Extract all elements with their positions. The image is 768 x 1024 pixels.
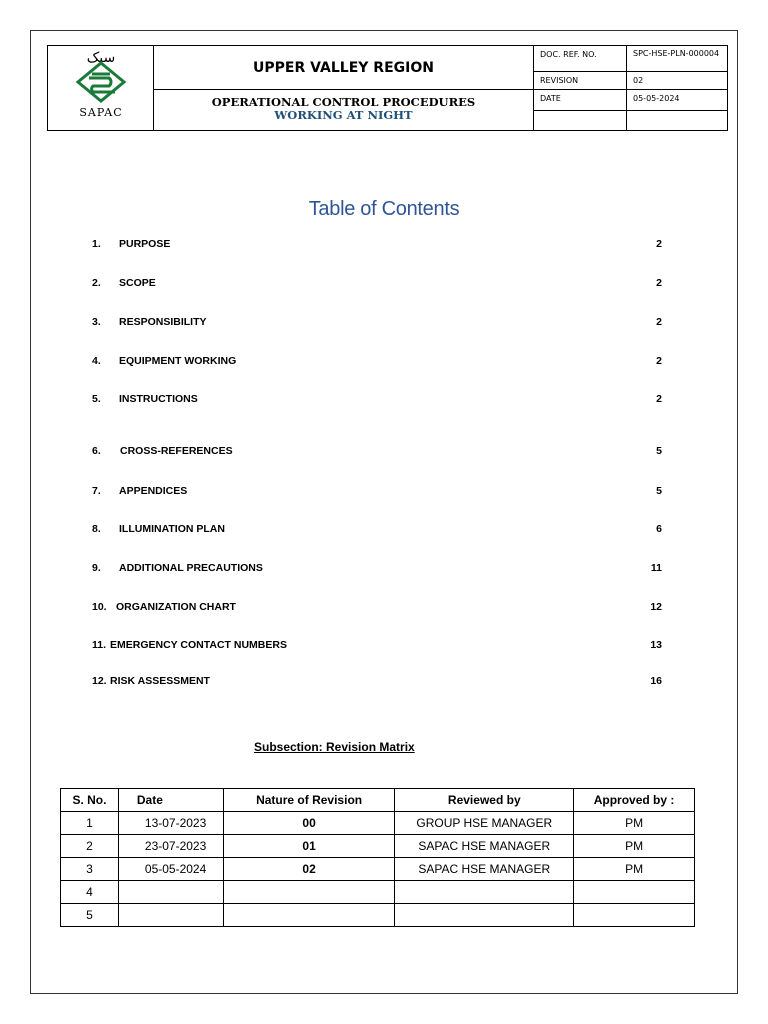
- meta-row-revision: [534, 72, 727, 90]
- revision-matrix-heading: Subsection: Revision Matrix: [254, 740, 415, 754]
- column-header: S. No.: [61, 789, 119, 812]
- meta-value: [627, 111, 727, 130]
- cell-sno: 3: [61, 858, 119, 881]
- subtitle-line-2: WORKING AT NIGHT: [274, 108, 413, 122]
- toc-number: 9.: [92, 562, 101, 574]
- cell-date: 05-05-2024: [118, 858, 223, 881]
- toc-page: 16: [650, 675, 662, 687]
- revision-matrix-table: [60, 788, 695, 927]
- toc-label: ILLUMINATION PLAN: [119, 523, 225, 535]
- cell-date: 23-07-2023: [118, 835, 223, 858]
- toc-page: 12: [650, 601, 662, 613]
- meta-row-empty: [534, 111, 727, 130]
- toc-label: ORGANIZATION CHART: [116, 601, 236, 613]
- column-header: Date: [118, 789, 223, 812]
- meta-key: DATE: [534, 90, 627, 110]
- toc-label: ADDITIONAL PRECAUTIONS: [119, 562, 263, 574]
- toc-page: 5: [656, 445, 662, 457]
- toc-label: RESPONSIBILITY: [119, 316, 207, 328]
- cell-sno: 2: [61, 835, 119, 858]
- toc-label: EQUIPMENT WORKING: [119, 355, 237, 367]
- cell-nature: 00: [223, 812, 395, 835]
- toc-number: 11.: [92, 639, 107, 651]
- cell-reviewed: SAPAC HSE MANAGER: [395, 858, 574, 881]
- cell-approved: PM: [574, 858, 695, 881]
- toc-page: 2: [656, 393, 662, 405]
- toc-label: APPENDICES: [119, 485, 188, 497]
- logo-text: SAPAC: [79, 106, 123, 119]
- cell-date: [118, 904, 223, 927]
- toc-number: 5.: [92, 393, 101, 405]
- cell-reviewed: [395, 881, 574, 904]
- cell-approved: PM: [574, 812, 695, 835]
- cell-approved: [574, 904, 695, 927]
- toc-item[interactable]: [92, 485, 662, 497]
- company-logo: [48, 46, 154, 130]
- toc-item[interactable]: [92, 445, 662, 457]
- meta-row-date: [534, 90, 727, 111]
- toc-item[interactable]: [92, 393, 662, 405]
- toc-label: SCOPE: [119, 277, 156, 289]
- cell-date: [118, 881, 223, 904]
- meta-key: [534, 111, 627, 130]
- sapac-logo-icon: [48, 46, 154, 106]
- cell-date: 13-07-2023: [118, 812, 223, 835]
- toc-item[interactable]: [92, 277, 662, 289]
- toc-item[interactable]: [92, 639, 662, 651]
- toc-number: 12.: [92, 675, 107, 687]
- cell-reviewed: [395, 904, 574, 927]
- cell-reviewed: SAPAC HSE MANAGER: [395, 835, 574, 858]
- toc-number: 4.: [92, 355, 101, 367]
- toc-item[interactable]: [92, 355, 662, 367]
- toc-title: Table of Contents: [308, 198, 460, 220]
- region-title: UPPER VALLEY REGION: [154, 46, 534, 90]
- column-header: Approved by :: [574, 789, 695, 812]
- toc-page: 2: [656, 355, 662, 367]
- toc-number: 7.: [92, 485, 101, 497]
- toc-label: EMERGENCY CONTACT NUMBERS: [110, 639, 287, 651]
- toc-page: 2: [656, 277, 662, 289]
- toc-number: 10.: [92, 601, 107, 613]
- table-row: [61, 881, 695, 904]
- toc-item[interactable]: [92, 523, 662, 535]
- meta-row-docref: [534, 46, 727, 72]
- toc-label: RISK ASSESSMENT: [110, 675, 210, 687]
- document-header: [47, 45, 728, 131]
- table-header-row: [61, 789, 695, 812]
- toc-page: 6: [656, 523, 662, 535]
- subtitle-line-1: OPERATIONAL CONTROL PROCEDURES: [211, 95, 476, 109]
- cell-nature: 01: [223, 835, 395, 858]
- cell-sno: 5: [61, 904, 119, 927]
- table-row: [61, 904, 695, 927]
- table-row: [61, 835, 695, 858]
- toc-item[interactable]: [92, 675, 662, 687]
- toc-number: 2.: [92, 277, 101, 289]
- meta-key: DOC. REF. NO.: [534, 46, 627, 71]
- cell-nature: 02: [223, 858, 395, 881]
- toc-label: INSTRUCTIONS: [119, 393, 198, 405]
- toc-label: PURPOSE: [119, 238, 171, 250]
- cell-sno: 1: [61, 812, 119, 835]
- toc-item[interactable]: [92, 238, 662, 250]
- toc-label: CROSS-REFERENCES: [120, 445, 233, 457]
- toc-number: 1.: [92, 238, 101, 250]
- document-meta: [534, 46, 727, 130]
- column-header: Nature of Revision: [223, 789, 395, 812]
- toc-item[interactable]: [92, 316, 662, 328]
- column-header: Reviewed by: [395, 789, 574, 812]
- table-row: [61, 812, 695, 835]
- toc-item[interactable]: [92, 601, 662, 613]
- meta-value: 05-05-2024: [633, 94, 680, 103]
- toc-page: 2: [656, 238, 662, 250]
- meta-value: SPC-HSE-PLN-000004: [633, 49, 720, 58]
- meta-key: REVISION: [534, 72, 627, 89]
- document-subtitle: [154, 90, 534, 130]
- cell-sno: 4: [61, 881, 119, 904]
- toc-page: 13: [650, 639, 662, 651]
- toc-item[interactable]: [92, 562, 662, 574]
- cell-approved: PM: [574, 835, 695, 858]
- cell-nature: [223, 904, 395, 927]
- toc-number: 3.: [92, 316, 101, 328]
- meta-value: 02: [633, 76, 644, 85]
- toc-page: 11: [650, 562, 662, 574]
- toc-number: 8.: [92, 523, 101, 535]
- toc-number: 6.: [92, 445, 101, 457]
- table-row: [61, 858, 695, 881]
- toc-page: 2: [656, 316, 662, 328]
- cell-reviewed: GROUP HSE MANAGER: [395, 812, 574, 835]
- cell-nature: [223, 881, 395, 904]
- logo-arabic: سبک: [86, 50, 116, 66]
- toc-page: 5: [656, 485, 662, 497]
- cell-approved: [574, 881, 695, 904]
